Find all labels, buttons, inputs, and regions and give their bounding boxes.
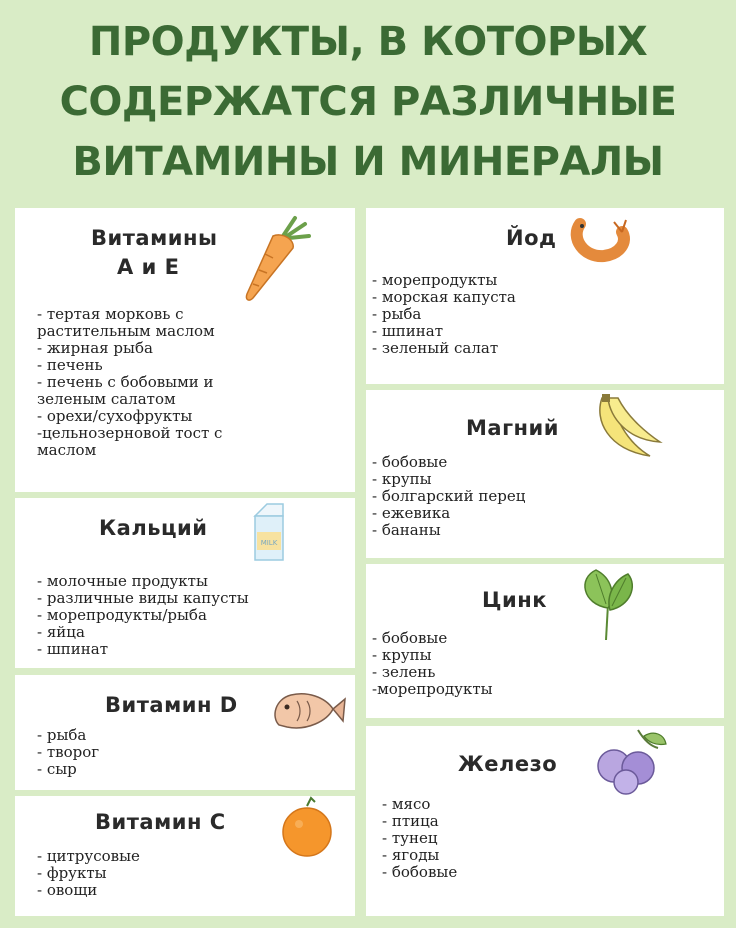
list-item: - морепродукты — [372, 271, 498, 289]
list-item: - тунец — [382, 829, 438, 847]
card-vitamin-d — [15, 675, 355, 790]
list-item: - мясо — [382, 795, 431, 813]
spinach-icon — [572, 564, 642, 644]
list-item: - крупы — [372, 646, 432, 664]
list-item: растительным маслом — [37, 322, 215, 340]
orange-icon — [279, 796, 335, 858]
list-item: - рыба — [372, 305, 422, 323]
milk-carton-icon — [247, 502, 291, 564]
list-item: - овощи — [37, 881, 98, 899]
list-item: - шпинат — [372, 322, 444, 340]
list-item: - ежевика — [372, 504, 451, 522]
list-item: маслом — [37, 441, 97, 459]
card-iron-heading: Железо — [458, 752, 558, 776]
list-item: - птица — [382, 812, 439, 830]
card-iron-list — [382, 796, 457, 881]
list-item: - морская капуста — [372, 288, 516, 306]
card-vitamin-ae-heading-1: Витамины — [91, 226, 218, 250]
card-magnesium — [366, 390, 724, 558]
card-vitamin-ae — [15, 208, 355, 492]
card-vitamin-c-heading: Витамин С — [95, 810, 226, 834]
list-item: - печень с бобовыми и — [37, 373, 214, 391]
card-vitamin-c-list — [37, 848, 140, 899]
list-item: - молочные продукты — [37, 572, 208, 590]
list-item: - бобовые — [372, 629, 448, 647]
shrimp-icon — [570, 214, 630, 264]
list-item: - рыба — [37, 726, 87, 744]
list-item: - различные виды капусты — [37, 589, 249, 607]
card-magnesium-heading: Магний — [466, 416, 559, 440]
card-iodine-list — [372, 272, 516, 357]
title-line-2: СОДЕРЖАТСЯ РАЗЛИЧНЫЕ — [59, 79, 677, 125]
list-item: - яйца — [37, 623, 85, 641]
list-item: - цитрусовые — [37, 847, 140, 865]
card-vitamin-c — [15, 796, 355, 916]
card-calcium-list — [37, 573, 249, 658]
card-magnesium-list — [372, 454, 525, 539]
list-item: - фрукты — [37, 864, 107, 882]
card-vitamin-d-list — [37, 727, 99, 778]
title-line-3: ВИТАМИНЫ И МИНЕРАЛЫ — [72, 139, 664, 185]
list-item: - печень — [37, 356, 103, 374]
page-title — [0, 12, 736, 192]
title-line-1: ПРОДУКТЫ, В КОТОРЫХ — [88, 19, 648, 65]
list-item: зеленым салатом — [37, 390, 176, 408]
card-vitamin-ae-heading-2: А и Е — [117, 255, 180, 279]
list-item: - орехи/сухофрукты — [37, 407, 193, 425]
list-item: - бобовые — [372, 453, 448, 471]
carrot-icon — [243, 214, 313, 304]
list-item: - шпинат — [37, 640, 109, 658]
plum-icon — [592, 726, 672, 796]
list-item: - зеленый салат — [372, 339, 499, 357]
list-item: - сыр — [37, 760, 77, 778]
list-item: - жирная рыба — [37, 339, 153, 357]
list-item: -цельнозерновой тост с — [37, 424, 223, 442]
card-zinc — [366, 564, 724, 718]
card-calcium — [15, 498, 355, 668]
card-iodine-heading: Йод — [506, 226, 557, 250]
fish-icon — [267, 677, 347, 737]
card-calcium-heading: Кальций — [99, 516, 208, 540]
milk-label: MILK — [260, 539, 278, 547]
list-item: - тертая морковь с — [37, 305, 184, 323]
card-iodine — [366, 208, 724, 384]
card-vitamin-d-heading: Витамин D — [105, 693, 238, 717]
list-item: - творог — [37, 743, 100, 761]
list-item: - ягоды — [382, 846, 440, 864]
list-item: - бобовые — [382, 863, 458, 881]
list-item: - морепродукты/рыба — [37, 606, 207, 624]
card-iron — [366, 726, 724, 916]
list-item: - крупы — [372, 470, 432, 488]
card-zinc-list — [372, 630, 493, 698]
card-zinc-heading: Цинк — [482, 588, 547, 612]
list-item: - бананы — [372, 521, 441, 539]
banana-icon — [588, 390, 668, 470]
card-vitamin-ae-list — [37, 306, 222, 459]
list-item: - болгарский перец — [372, 487, 526, 505]
list-item: -морепродукты — [372, 680, 493, 698]
list-item: - зелень — [372, 663, 436, 681]
